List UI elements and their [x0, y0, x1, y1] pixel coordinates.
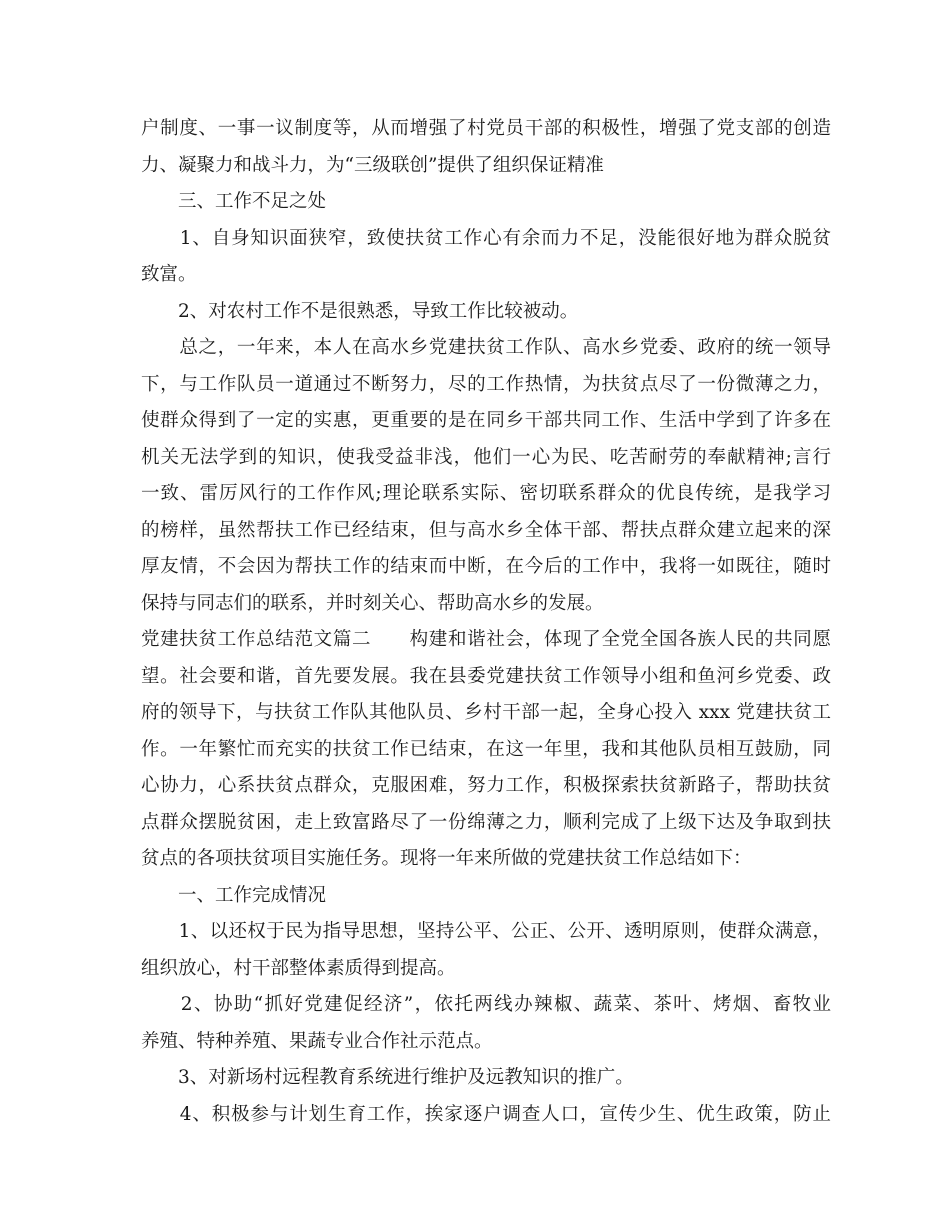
text-line: 望。社会要和谐，首先要发展。我在县委党建扶贫工作领导小组和鱼河乡党委、政: [141, 665, 831, 687]
text-line: 2、协助“抓好党建促经济”，依托两线办辣椒、蔬菜、茶叶、烤烟、畜牧业: [141, 994, 831, 1015]
text-line: 党建扶贫工作总结范文篇二 构建和谐社会，体现了全党全国各族人民的共同愿: [141, 629, 831, 650]
text-line: 3、对新场村远程教育系统进行维护及远教知识的推广。: [141, 1067, 634, 1088]
text-line: 总之，一年来，本人在高水乡党建扶贫工作队、高水乡党委、政府的统一领导: [141, 337, 831, 358]
section-heading: 三、工作不足之处: [141, 191, 327, 212]
text-line: 4、积极参与计划生育工作，挨家逐户调查人口，宣传少生、优生政策，防止: [141, 1103, 831, 1125]
text-line: 作。一年繁忙而充实的扶贫工作已结束，在这一年里，我和其他队员相互鼓励，同: [141, 738, 831, 760]
text-line: 2、对农村工作不是很熟悉，导致工作比较被动。: [141, 300, 579, 322]
text-line: 致富。: [141, 264, 197, 285]
text-line: 的榜样，虽然帮扶工作已经结束，但与高水乡全体干部、帮扶点群众建立起来的深: [141, 519, 831, 541]
text-line: 使群众得到了一定的实惠，更重要的是在同乡干部共同工作、生活中学到了许多在: [141, 410, 831, 431]
text-line: 贫点的各项扶贫项目实施任务。现将一年来所做的党建扶贫工作总结如下：: [141, 848, 752, 869]
text-line: 一致、雷厉风行的工作作风;理论联系实际、密切联系群众的优良传统，是我学习: [141, 483, 831, 504]
text-line: 户制度、一事一议制度等，从而增强了村党员干部的积极性，增强了党支部的创造: [141, 118, 831, 139]
text-line: 力、凝聚力和战斗力，为“三级联创”提供了组织保证精准: [141, 154, 604, 176]
text-line: 下，与工作队员一道通过不断努力，尽的工作热情，为扶贫点尽了一份微薄之力，: [141, 373, 831, 395]
text-line: 点群众摆脱贫困，走上致富路尽了一份绵薄之力，顺利完成了上级下达及争取到扶: [141, 811, 831, 833]
text-line: 厚友情，不会因为帮扶工作的结束而中断，在今后的工作中，我将一如既往，随时: [141, 556, 831, 577]
text-line: 组织放心，村干部整体素质得到提高。: [141, 957, 456, 979]
text-line: 心协力，心系扶贫点群众，克服困难，努力工作，积极探索扶贫新路子，帮助扶贫: [141, 775, 831, 796]
text-line: 1、自身知识面狭窄，致使扶贫工作心有余而力不足，没能很好地为群众脱贫: [141, 227, 831, 249]
section-heading: 一、工作完成情况: [141, 884, 327, 906]
text-line: 府的领导下，与扶贫工作队其他队员、乡村干部一起，全身心投入 xxx 党建扶贫工: [141, 702, 831, 723]
text-line: 机关无法学到的知识，使我受益非浅，他们一心为民、吃苦耐劳的奉献精神;言行: [141, 446, 831, 468]
text-line: 保持与同志们的联系，并时刻关心、帮助高水乡的发展。: [141, 592, 604, 614]
text-line: 养殖、特种养殖、果蔬专业合作社示范点。: [141, 1030, 493, 1052]
text-line: 1、以还权于民为指导思想，坚持公平、公正、公开、透明原则，使群众满意，: [141, 921, 831, 942]
document-body: [141, 111, 831, 1133]
